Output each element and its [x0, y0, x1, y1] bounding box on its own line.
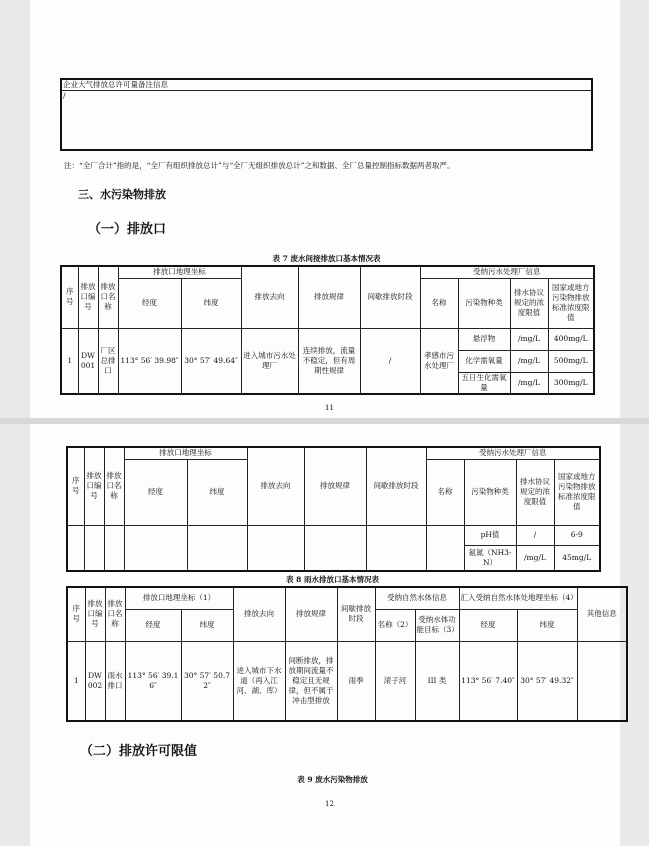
th-std: 国家或地方污染物排放标准浓度限值 — [548, 278, 594, 328]
pollutant-name: 五日生化需氧量 — [458, 372, 510, 394]
pollutant-limit: /mg/L — [516, 545, 554, 571]
th-dir: 排放去向 — [233, 587, 285, 641]
pollutant-limit: /mg/L — [510, 328, 548, 350]
cell-dir: 进入城市下水道（再入江河、湖、库） — [233, 641, 285, 721]
th-dir: 排放去向 — [247, 447, 304, 525]
cell-code: DW001 — [78, 328, 98, 394]
th-seq: 序号 — [67, 587, 85, 641]
th-confluence: 汇入受纳自然水体处地理坐标（4） — [459, 587, 577, 609]
cell-clon: 113° 56′ 7.40″ — [459, 641, 517, 721]
table7-caption: 表 7 废水间接排放口基本情况表 — [272, 254, 381, 263]
th-geo: 排放口地理坐标 — [118, 266, 241, 278]
air-remark-value: / — [61, 91, 592, 151]
cell-seq — [67, 525, 84, 571]
th-dir: 排放去向 — [241, 266, 298, 328]
th-water: 受纳自然水体信息 — [375, 587, 459, 609]
subsection-outlet-heading: （一）排放口 — [88, 222, 167, 237]
cell-dir — [247, 525, 304, 571]
th-seq: 序号 — [61, 266, 78, 328]
cell-lon: 113° 56′ 39.98″ — [118, 328, 181, 394]
cell-rule: 连续排放，流量不稳定，但有周期性规律 — [298, 328, 360, 394]
th-lat: 纬度 — [187, 459, 247, 525]
cell-name — [104, 525, 124, 571]
th-lon: 经度 — [118, 278, 181, 328]
th-name: 排放口名称 — [104, 447, 124, 525]
cell-lat — [187, 525, 247, 571]
th-pol: 污染物种类 — [464, 459, 516, 525]
pollutant-name: 氨氮（NH3-N） — [464, 545, 516, 571]
pollutant-limit: /mg/L — [510, 372, 548, 394]
cell-name: 厂区总排口 — [98, 328, 118, 394]
th-lat: 纬度 — [181, 278, 241, 328]
pollutant-name: 化学需氧量 — [458, 350, 510, 372]
cell-rule: 间断排放，排放期间流量不稳定且无规律，但不属于冲击型排放 — [285, 641, 337, 721]
th-plant: 受纳污水处理厂信息 — [420, 266, 594, 278]
page-11 — [30, 0, 620, 418]
th-lon: 经度 — [124, 459, 187, 525]
th-pname: 名称 — [420, 278, 458, 328]
cell-name: 雨水排口 — [105, 641, 125, 721]
th-std: 国家或地方污染物排放标准浓度限值 — [554, 459, 600, 525]
th-time: 间歇排放时段 — [360, 266, 420, 328]
th-time: 间歇排放时段 — [366, 447, 426, 525]
th-time: 间歇排放时段 — [337, 587, 375, 641]
table8-caption: 表 8 雨水排放口基本情况表 — [286, 575, 379, 584]
cell-other — [577, 641, 627, 721]
table9-caption: 表 9 废水污染物排放 — [297, 775, 368, 784]
cell-dir: 进入城市污水处理厂 — [241, 328, 298, 394]
pollutant-std: 45mg/L — [554, 545, 600, 571]
page-12 — [30, 424, 620, 846]
th-agree: 排水协议规定的浓度限值 — [516, 459, 554, 525]
air-remark-table — [60, 78, 593, 151]
cell-wname: 滚子河 — [375, 641, 415, 721]
th-agree: 排水协议规定的浓度限值 — [510, 278, 548, 328]
th-plant: 受纳污水处理厂信息 — [426, 447, 600, 459]
cell-wfunc: III 类 — [415, 641, 459, 721]
cell-time: / — [360, 328, 420, 394]
page-number: 11 — [325, 404, 334, 412]
th-name: 排放口名称 — [98, 266, 118, 328]
th-geo: 排放口地理坐标（1） — [125, 587, 233, 609]
th-rule: 排放规律 — [304, 447, 366, 525]
th-code: 排放口编号 — [78, 266, 98, 328]
table7 — [60, 265, 595, 395]
cell-lat: 30° 57′ 49.64″ — [181, 328, 241, 394]
page-number: 12 — [325, 800, 334, 808]
table7-continued — [66, 446, 601, 572]
cell-code: DW002 — [85, 641, 105, 721]
cell-clat: 30° 57′ 49.32″ — [517, 641, 577, 721]
pollutant-std: 300mg/L — [548, 372, 594, 394]
th-pname: 名称 — [426, 459, 464, 525]
cell-time: 雨季 — [337, 641, 375, 721]
th-other: 其他信息 — [577, 587, 627, 641]
pollutant-name: 悬浮物 — [458, 328, 510, 350]
th-rule: 排放规律 — [285, 587, 337, 641]
pollutant-limit: /mg/L — [510, 350, 548, 372]
pollutant-name: pH值 — [464, 525, 516, 545]
cell-plant — [426, 525, 464, 571]
th-lon: 经度 — [125, 609, 181, 641]
cell-seq: 1 — [61, 328, 78, 394]
cell-seq: 1 — [67, 641, 85, 721]
note-text: 注：“全厂合计”指的是，“全厂有组织排放总计”与“全厂无组织排放总计”之和数据、全厂总量控制指标数据两者取严。 — [64, 161, 455, 170]
th-name: 排放口名称 — [105, 587, 125, 641]
th-pol: 污染物种类 — [458, 278, 510, 328]
th-wname: 名称（2） — [375, 609, 415, 641]
th-code: 排放口编号 — [85, 587, 105, 641]
cell-lat: 30° 57′ 50.72″ — [181, 641, 233, 721]
th-clon: 经度 — [459, 609, 517, 641]
cell-lon: 113° 56′ 39.16″ — [125, 641, 181, 721]
th-seq: 序号 — [67, 447, 84, 525]
subsection-limit-heading: （二）排放许可限值 — [80, 744, 198, 759]
pollutant-std: 6-9 — [554, 525, 600, 545]
th-wfunc: 受纳水体功能目标（3） — [415, 609, 459, 641]
cell-code — [84, 525, 104, 571]
pollutant-limit: / — [516, 525, 554, 545]
cell-plant: 孝感市污水处理厂 — [420, 328, 458, 394]
th-clat: 纬度 — [517, 609, 577, 641]
section-water-heading: 三、水污染物排放 — [78, 188, 166, 201]
pollutant-std: 500mg/L — [548, 350, 594, 372]
pollutant-std: 400mg/L — [548, 328, 594, 350]
table8 — [66, 586, 628, 722]
air-remark-title: 企业大气排放总许可量备注信息 — [61, 79, 592, 91]
th-lat: 纬度 — [181, 609, 233, 641]
cell-rule — [304, 525, 366, 571]
cell-lon — [124, 525, 187, 571]
th-code: 排放口编号 — [84, 447, 104, 525]
th-geo: 排放口地理坐标 — [124, 447, 247, 459]
cell-time — [366, 525, 426, 571]
th-rule: 排放规律 — [298, 266, 360, 328]
